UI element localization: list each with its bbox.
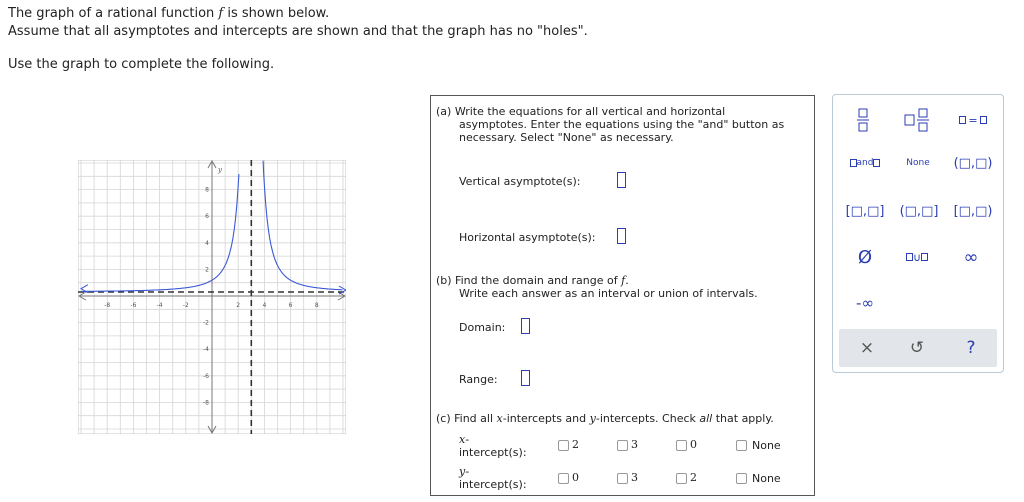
negative-infinity-key[interactable]: -∞ — [856, 294, 874, 312]
part-a-prompt-3: necessary. Select "None" as necessary. — [459, 131, 674, 144]
right-branch-curve — [263, 161, 342, 290]
y-tick-label: 8 — [205, 186, 209, 194]
x-intercept-label-1: x- — [459, 433, 470, 446]
part-a-panel — [430, 95, 815, 266]
x-tick-label: 4 — [262, 302, 267, 309]
vertical-asymptote-label: Vertical asymptote(s): — [459, 175, 581, 188]
help-key[interactable]: ? — [966, 338, 976, 358]
part-a-prompt-2: asymptotes. Enter the equations using the "and" button as — [459, 118, 785, 131]
and-key[interactable]: and — [841, 151, 889, 175]
x-intercept-option-0: 0 — [690, 438, 697, 451]
x-intercept-option-none: None — [752, 439, 781, 452]
x-tick-label: -6 — [130, 302, 137, 309]
y-tick-label: 4 — [205, 239, 209, 247]
horizontal-asymptote-input[interactable] — [617, 228, 626, 244]
y-tick-label: -2 — [203, 319, 209, 327]
part-b-prompt-2: Write each answer as an interval or union of intervals. — [459, 287, 758, 300]
intro-line-1: The graph of a rational function f is shown below. — [8, 6, 330, 21]
x-tick-label: 6 — [288, 302, 293, 309]
intro-line-2: Assume that all asymptotes and intercepts are shown and that the graph has no "holes". — [8, 24, 588, 39]
y-intercept-label-1: y- — [459, 465, 470, 478]
domain-input[interactable] — [521, 318, 530, 334]
x-tick-label: 2 — [236, 302, 241, 309]
y-intercept-option-none: None — [752, 472, 781, 485]
x-tick-label: 8 — [314, 302, 319, 309]
part-b-prompt-1: (b) Find the domain and range of f. — [436, 274, 629, 287]
function-curves — [81, 161, 346, 294]
y-intercept-checkbox-2[interactable] — [676, 473, 687, 484]
open-interval-key[interactable]: (□,□) — [953, 155, 993, 171]
mixed-number-icon — [904, 108, 930, 132]
x-intercept-checkbox-3[interactable] — [617, 440, 628, 451]
intro-line-3: Use the graph to complete the following. — [8, 57, 275, 72]
part-c-panel — [430, 403, 815, 496]
graph-axes — [79, 161, 345, 433]
y-axis-label: y — [218, 166, 222, 174]
rational-function-graph — [78, 160, 346, 434]
infinity-key[interactable]: ∞ — [963, 246, 979, 268]
y-intercept-option-3: 3 — [631, 471, 638, 484]
y-tick-label: -4 — [203, 346, 209, 354]
y-intercept-option-2: 2 — [690, 471, 697, 484]
y-intercept-checkbox-3[interactable] — [617, 473, 628, 484]
x-intercept-checkbox-0[interactable] — [676, 440, 687, 451]
none-key[interactable]: None — [906, 158, 930, 168]
part-b-panel — [430, 264, 815, 404]
equals-key[interactable]: = — [949, 105, 997, 135]
range-input[interactable] — [521, 370, 530, 386]
half-open-right-key[interactable]: [□,□) — [953, 203, 993, 219]
clear-key[interactable]: × — [859, 338, 875, 358]
y-tick-label: -8 — [203, 399, 209, 407]
x-intercept-checkbox-2[interactable] — [558, 440, 569, 451]
union-key[interactable]: ∪ — [899, 245, 935, 269]
y-intercept-checkbox-0[interactable] — [558, 473, 569, 484]
half-open-left-key[interactable]: (□,□] — [899, 203, 939, 219]
empty-set-key[interactable]: Ø — [857, 246, 873, 268]
horizontal-asymptote-label: Horizontal asymptote(s): — [459, 231, 596, 244]
x-tick-label: -2 — [182, 302, 189, 309]
part-c-prompt: (c) Find all x-intercepts and y-intercepts. Check all that apply. — [436, 412, 774, 425]
keypad-footer — [839, 329, 997, 367]
x-tick-label: -8 — [104, 302, 111, 309]
vertical-asymptote-input[interactable] — [617, 172, 626, 188]
y-tick-label: -6 — [203, 372, 209, 380]
part-a-prompt-1: (a) Write the equations for all vertical and horizontal — [436, 105, 726, 118]
fraction-icon — [857, 108, 869, 132]
y-intercept-checkbox-none[interactable] — [736, 473, 747, 484]
math-keypad — [832, 94, 1004, 373]
x-intercept-option-2: 2 — [572, 438, 579, 451]
undo-icon[interactable]: ↺ — [909, 338, 925, 358]
range-label: Range: — [459, 373, 498, 386]
closed-interval-key[interactable]: [□,□] — [845, 203, 885, 219]
y-intercept-option-0: 0 — [572, 471, 579, 484]
mixed-number-key[interactable] — [899, 105, 935, 135]
y-intercept-label-2: intercept(s): — [459, 478, 527, 491]
x-tick-label: -4 — [156, 302, 163, 309]
y-tick-label: 2 — [205, 266, 209, 274]
x-intercept-label-2: intercept(s): — [459, 446, 527, 459]
x-intercept-checkbox-none[interactable] — [736, 440, 747, 451]
domain-label: Domain: — [459, 321, 506, 334]
y-tick-label: 6 — [205, 213, 209, 221]
x-intercept-option-3: 3 — [631, 438, 638, 451]
fraction-key[interactable] — [851, 105, 875, 135]
